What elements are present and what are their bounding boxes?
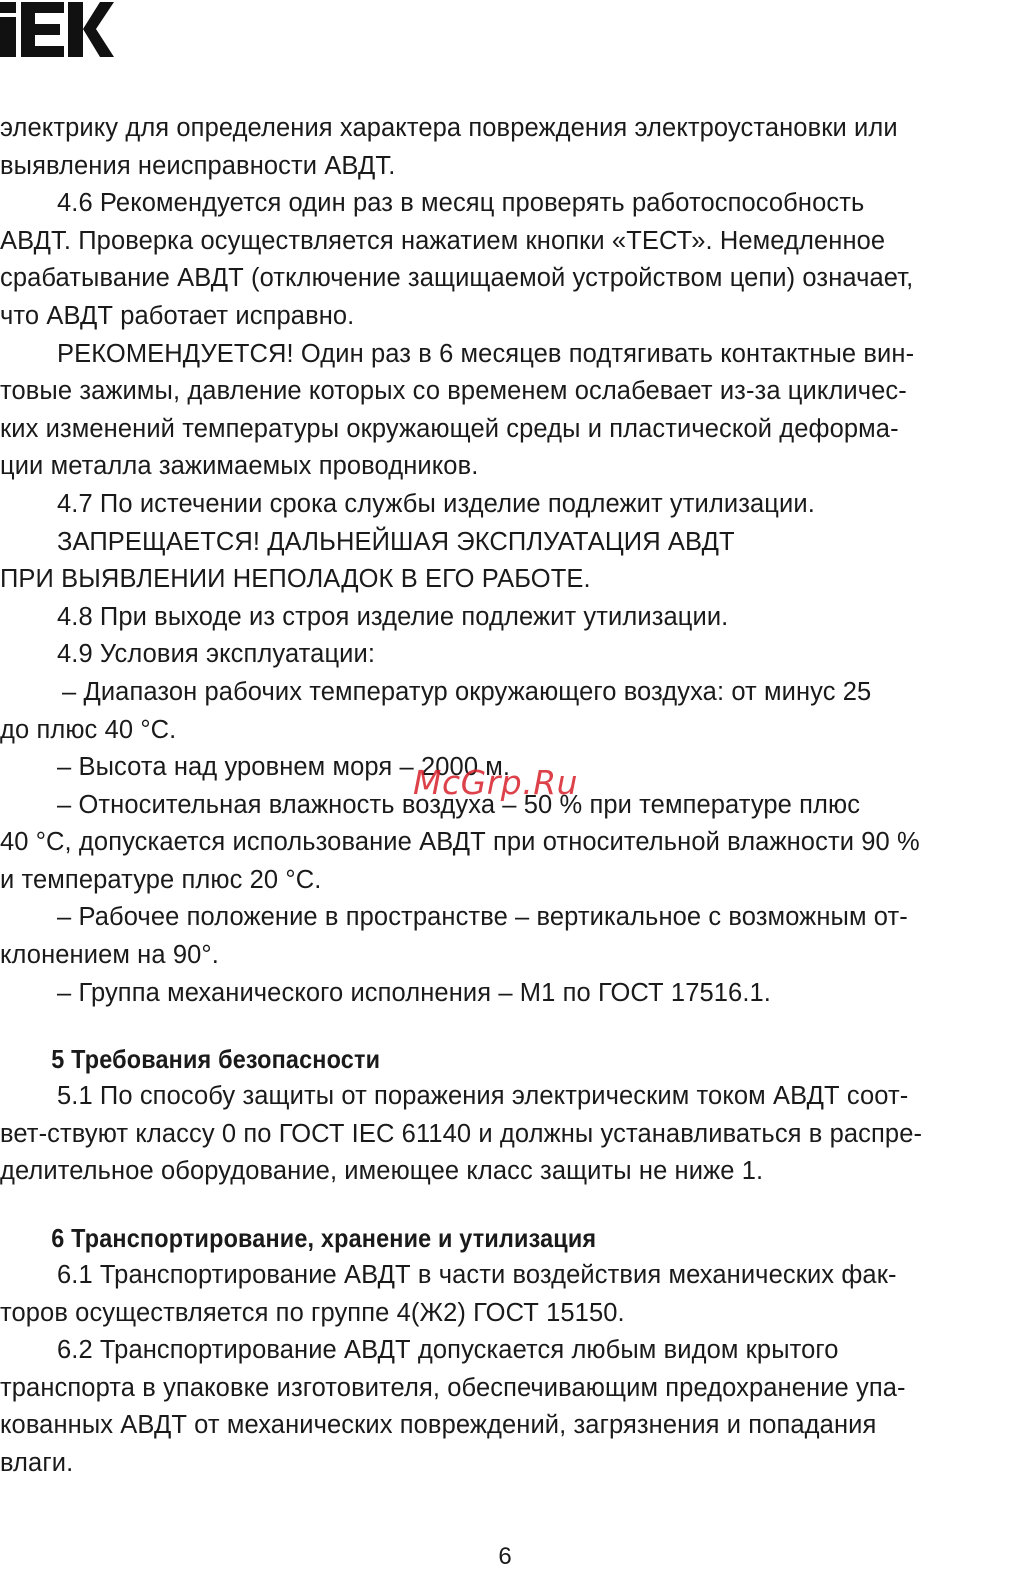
text-line: – Относительная влажность воздуха – 50 % при температуре плюс: [57, 790, 861, 819]
text-line: влаги.: [0, 1449, 74, 1477]
text-line: кованных АВДТ от механических повреждений, загрязнения и попадания: [0, 1411, 877, 1440]
text-line: 4.8 При выходе из строя изделие подлежит утилизации.: [57, 602, 729, 631]
text-line: торов осуществляется по группе 4(Ж2) ГОСТ 15150.: [0, 1298, 625, 1327]
text-line: ПРИ ВЫЯВЛЕНИИ НЕПОЛАДОК В ЕГО РАБОТЕ.: [0, 565, 591, 594]
text-line: 40 °С, допускается использование АВДТ при относительной влажности 90 %: [0, 828, 920, 857]
section-heading: 6 Транспортирование, хранение и утилизация: [51, 1223, 597, 1254]
text-line: 5.1 По способу защиты от поражения электрическим током АВДТ соот-: [57, 1082, 909, 1111]
text-line: до плюс 40 °С.: [0, 715, 177, 744]
page-number: 6: [498, 1543, 512, 1570]
text-line: – Рабочее положение в пространстве – вертикальное с возможным от-: [57, 903, 908, 932]
text-line: электрику для определения характера повреждения электроустановки или: [0, 114, 898, 142]
text-line: 6.2 Транспортирование АВДТ допускается любым видом крытого: [57, 1336, 839, 1365]
text-line: что АВДТ работает исправно.: [0, 301, 355, 330]
text-line: – Высота над уровнем моря – 2000 м.: [57, 753, 511, 782]
text-line: клонением на 90°.: [0, 941, 219, 970]
text-line: вет-ствуют классу 0 по ГОСТ IEC 61140 и должны устанавливаться в распре-: [0, 1119, 923, 1148]
text-line: – Группа механического исполнения – М1 по ГОСТ 17516.1.: [57, 978, 771, 1007]
text-line: делительное оборудование, имеющее класс защиты не ниже 1.: [0, 1157, 764, 1186]
section-heading: 5 Требования безопасности: [51, 1044, 381, 1075]
iek-logo: [0, 2, 114, 58]
text-line: ции металла зажимаемых проводников.: [0, 452, 479, 481]
text-line: РЕКОМЕНДУЕТСЯ! Один раз в 6 месяцев подтягивать контактные вин-: [57, 339, 915, 368]
watermark: McGrp.Ru: [413, 763, 579, 802]
text-line: 4.9 Условия эксплуатации:: [57, 640, 376, 669]
text-line: срабатывание АВДТ (отключение защищаемой устройством цепи) означает,: [0, 264, 914, 293]
text-line: 4.6 Рекомендуется один раз в месяц проверять работоспособность: [57, 189, 865, 218]
text-line: 6.1 Транспортирование АВДТ в части воздействия механических фак-: [57, 1261, 897, 1290]
text-line: и температуре плюс 20 °С.: [0, 865, 322, 894]
text-line: транспорта в упаковке изготовителя, обеспечивающим предохранение упа-: [0, 1373, 906, 1402]
text-line: 4.7 По истечении срока службы изделие подлежит утилизации.: [57, 489, 815, 518]
text-line: выявления неисправности АВДТ.: [0, 151, 396, 180]
text-line: ких изменений температуры окружающей среды и пластической деформа-: [0, 414, 899, 443]
text-line: ЗАПРЕЩАЕТСЯ! ДАЛЬНЕЙШАЯ ЭКСПЛУАТАЦИЯ АВДТ: [57, 527, 735, 556]
text-line: – Диапазон рабочих температур окружающего воздуха: от минус 25: [62, 677, 872, 706]
text-line: АВДТ. Проверка осуществляется нажатием кнопки «ТЕСТ». Немедленное: [0, 226, 886, 255]
iek-logo-mark: [0, 2, 114, 58]
text-line: товые зажимы, давление которых со временем ослабевает из-за цикличес-: [0, 377, 907, 406]
